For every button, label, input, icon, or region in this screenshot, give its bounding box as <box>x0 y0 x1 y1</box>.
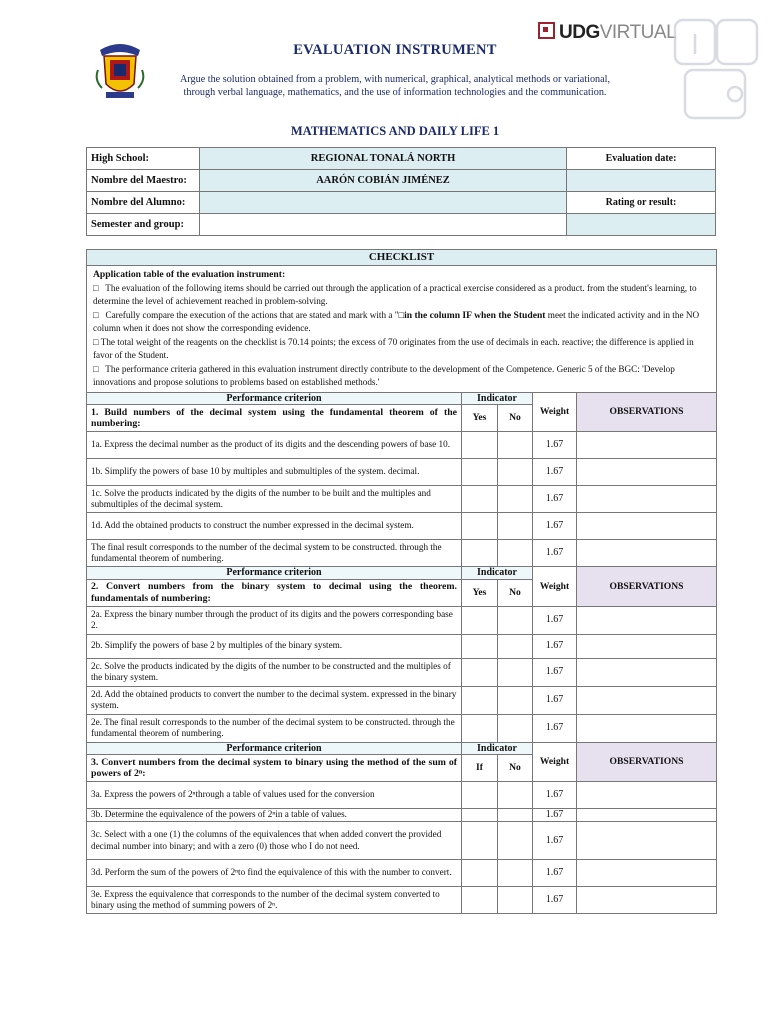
decorative-pattern-graphic <box>665 14 765 124</box>
yes-checkbox[interactable] <box>462 606 498 634</box>
udg-virtual-logo: UDGVIRTUAL <box>538 22 676 44</box>
item-3a: 3a. Express the powers of 2ⁿthrough a table of values used for the conversion <box>87 782 462 809</box>
evaluation-date-label: Evaluation date: <box>567 148 716 170</box>
yes-checkbox[interactable] <box>462 432 498 459</box>
no-checkbox[interactable] <box>498 714 533 742</box>
no-checkbox[interactable] <box>498 782 533 809</box>
yes-checkbox[interactable] <box>462 486 498 513</box>
checkbox-glyph-icon: □ <box>398 309 405 320</box>
student-label: Nombre del Alumno: <box>87 192 200 214</box>
application-instructions <box>87 266 717 393</box>
observation-field[interactable] <box>577 809 717 822</box>
student-name-field[interactable] <box>200 192 567 214</box>
document-title: EVALUATION INSTRUMENT <box>293 42 497 58</box>
item-2b: 2b. Simplify the powers of base 2 by multiples of the binary system. <box>87 634 462 658</box>
observation-field[interactable] <box>577 860 717 887</box>
yes-checkbox[interactable] <box>462 782 498 809</box>
instruction-4: The performance criteria gathered in this evaluation instrument directly contribute to the development of the Competence. Generic 5 of the BGC: 'Develop innovations and propose solutions to problems based on established methods.' <box>93 363 675 387</box>
no-checkbox[interactable] <box>498 540 533 567</box>
instruction-1: The evaluation of the following items should be carried out through the application of a practical exercise considered as a product. from the student's learning, to determine the level of achievement reached in problem-solving. <box>93 282 697 306</box>
observation-field[interactable] <box>577 486 717 513</box>
item-weight: 1.67 <box>533 513 577 540</box>
item-weight: 1.67 <box>533 459 577 486</box>
item-1d: 1d. Add the obtained products to construct the number expressed in the decimal system. <box>87 513 462 540</box>
item-2c: 2c. Solve the products indicated by the digits of the number to be constructed and the multiples of the binary system. <box>87 658 462 686</box>
observations-header: OBSERVATIONS <box>577 392 717 432</box>
item-1e: The final result corresponds to the number of the decimal system to be constructed. through the fundamental theorem of numbering. <box>87 540 462 567</box>
school-label: High School: <box>87 148 200 170</box>
item-1b: 1b. Simplify the powers of base 10 by multiples and submultiples of the system. decimal. <box>87 459 462 486</box>
observation-field[interactable] <box>577 432 717 459</box>
observations-header: OBSERVATIONS <box>577 742 717 782</box>
no-checkbox[interactable] <box>498 887 533 914</box>
performance-criterion-header: Performance criterion <box>87 742 462 755</box>
no-checkbox[interactable] <box>498 513 533 540</box>
item-weight: 1.67 <box>533 686 577 714</box>
yes-column-header: Yes <box>462 579 498 606</box>
observations-header: OBSERVATIONS <box>577 567 717 607</box>
weight-header: Weight <box>533 567 577 607</box>
university-crest-logo <box>92 40 148 102</box>
teacher-label: Nombre del Maestro: <box>87 170 200 192</box>
performance-criterion-header: Performance criterion <box>87 392 462 405</box>
observation-field[interactable] <box>577 686 717 714</box>
instruction-2b: in the column IF when the Student <box>404 309 546 321</box>
item-weight: 1.67 <box>533 714 577 742</box>
teacher-value: AARÓN COBIÁN JIMÉNEZ <box>200 170 567 192</box>
yes-checkbox[interactable] <box>462 658 498 686</box>
yes-checkbox[interactable] <box>462 714 498 742</box>
indicator-header: Indicator <box>462 392 533 405</box>
observation-field[interactable] <box>577 540 717 567</box>
observation-field[interactable] <box>577 887 717 914</box>
course-name: MATHEMATICS AND DAILY LIFE 1 <box>290 124 500 138</box>
item-1a: 1a. Express the decimal number as the product of its digits and the descending powers of base 10. <box>87 432 462 459</box>
logo-square-icon <box>538 22 555 39</box>
yes-checkbox[interactable] <box>462 809 498 822</box>
observation-field[interactable] <box>577 634 717 658</box>
no-column-header: No <box>498 579 533 606</box>
weight-header: Weight <box>533 392 577 432</box>
criterion-2: 2. Convert numbers from the binary system to decimal using the theorem. fundamentals of numbering: <box>87 579 462 606</box>
rating-label: Rating or result: <box>567 192 716 214</box>
item-1c: 1c. Solve the products indicated by the digits of the number to be built and the multiples and submultiples of the decimal system. <box>87 486 462 513</box>
checkbox-glyph-icon: □ <box>93 336 99 347</box>
observation-field[interactable] <box>577 606 717 634</box>
observation-field[interactable] <box>577 714 717 742</box>
yes-checkbox[interactable] <box>462 686 498 714</box>
item-3e: 3e. Express the equivalence that corresponds to the number of the decimal system converted to binary using the method of summing powers of 2ⁿ. <box>87 887 462 914</box>
no-checkbox[interactable] <box>498 432 533 459</box>
evaluation-date-field[interactable] <box>567 170 716 192</box>
yes-column-header: Yes <box>462 405 498 432</box>
no-checkbox[interactable] <box>498 822 533 860</box>
item-weight: 1.67 <box>533 809 577 822</box>
instruction-3: The total weight of the reagents on the checklist is 70.14 points; the excess of 70 originates from the use of decimals in each. reactive; the difference is applied in favor of the Student. <box>93 336 694 360</box>
item-weight: 1.67 <box>533 606 577 634</box>
item-2a: 2a. Express the binary number through the product of its digits and the powers corresponding base 2. <box>87 606 462 634</box>
item-weight: 1.67 <box>533 887 577 914</box>
observation-field[interactable] <box>577 782 717 809</box>
item-weight: 1.67 <box>533 658 577 686</box>
yes-column-header: If <box>462 755 498 782</box>
item-weight: 1.67 <box>533 822 577 860</box>
no-checkbox[interactable] <box>498 606 533 634</box>
item-weight: 1.67 <box>533 540 577 567</box>
no-column-header: No <box>498 755 533 782</box>
no-checkbox[interactable] <box>498 809 533 822</box>
checkbox-glyph-icon: □ <box>93 309 99 320</box>
yes-checkbox[interactable] <box>462 887 498 914</box>
no-checkbox[interactable] <box>498 459 533 486</box>
criterion-3: 3. Convert numbers from the decimal system to binary using the method of the sum of powers of 2ⁿ: <box>87 755 462 782</box>
yes-checkbox[interactable] <box>462 822 498 860</box>
performance-criterion-header: Performance criterion <box>87 567 462 580</box>
item-weight: 1.67 <box>533 782 577 809</box>
no-checkbox[interactable] <box>498 486 533 513</box>
item-weight: 1.67 <box>533 486 577 513</box>
application-title: Application table of the evaluation instrument: <box>93 269 286 280</box>
item-weight: 1.67 <box>533 860 577 887</box>
observation-field[interactable] <box>577 658 717 686</box>
observation-field[interactable] <box>577 459 717 486</box>
student-info-table <box>86 147 716 236</box>
yes-checkbox[interactable] <box>462 634 498 658</box>
yes-checkbox[interactable] <box>462 540 498 567</box>
instruction-2a: Carefully compare the execution of the actions that are stated and mark with a " <box>105 309 399 320</box>
observation-field[interactable] <box>577 822 717 860</box>
checklist-title: CHECKLIST <box>87 250 717 266</box>
weight-header: Weight <box>533 742 577 782</box>
observation-field[interactable] <box>577 513 717 540</box>
instruction-2c: meet the indicated activity and in the NO column when it does not show the corresponding evidence. <box>93 309 700 333</box>
indicator-header: Indicator <box>462 742 533 755</box>
no-checkbox[interactable] <box>498 686 533 714</box>
item-2d: 2d. Add the obtained products to convert the number to the decimal system. expressed in the binary system. <box>87 686 462 714</box>
yes-checkbox[interactable] <box>462 513 498 540</box>
semester-label: Semester and group: <box>87 214 200 236</box>
document-subtitle: Argue the solution obtained from a problem, with numerical, graphical, analytical methods or variational, through verbal language, mathematics, and the use of information technologies and the communication. <box>179 74 611 98</box>
checklist-table <box>86 249 717 914</box>
yes-checkbox[interactable] <box>462 459 498 486</box>
item-3d: 3d. Perform the sum of the powers of 2ⁿto find the equivalence of this with the number to convert. <box>87 860 462 887</box>
item-3b: 3b. Determine the equivalence of the powers of 2ⁿin a table of values. <box>87 809 462 822</box>
no-checkbox[interactable] <box>498 860 533 887</box>
semester-group-field[interactable] <box>200 214 567 236</box>
checkbox-glyph-icon: □ <box>93 282 99 293</box>
criterion-1: 1. Build numbers of the decimal system using the fundamental theorem of the numbering: <box>87 405 462 432</box>
school-value: REGIONAL TONALÁ NORTH <box>200 148 567 170</box>
checkbox-glyph-icon: □ <box>93 363 99 374</box>
no-column-header: No <box>498 405 533 432</box>
item-weight: 1.67 <box>533 634 577 658</box>
item-3c: 3c. Select with a one (1) the columns of the equivalences that when added convert the provided decimal number into binary; and with a zero (0) those who I do not need. <box>87 822 462 860</box>
rating-field[interactable] <box>567 214 716 236</box>
yes-checkbox[interactable] <box>462 860 498 887</box>
no-checkbox[interactable] <box>498 658 533 686</box>
item-2e: 2e. The final result corresponds to the number of the decimal system to be constructed. through the fundamental theorem of numbering. <box>87 714 462 742</box>
item-weight: 1.67 <box>533 432 577 459</box>
indicator-header: Indicator <box>462 567 533 580</box>
no-checkbox[interactable] <box>498 634 533 658</box>
